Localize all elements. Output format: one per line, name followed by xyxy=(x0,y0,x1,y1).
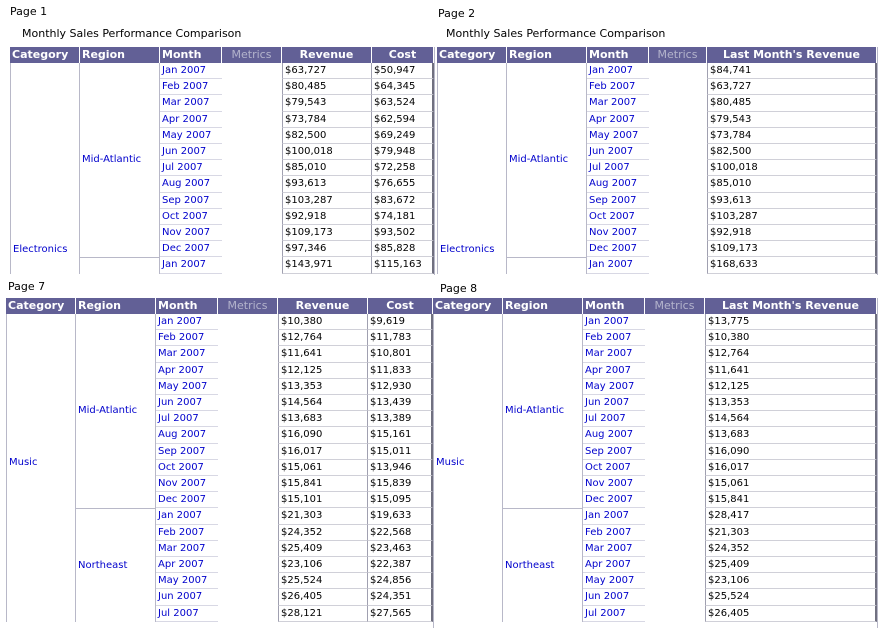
month-link[interactable]: Jan 2007 xyxy=(160,257,222,273)
month-link[interactable]: Mar 2007 xyxy=(583,541,645,557)
month-link[interactable]: Mar 2007 xyxy=(583,346,645,362)
category-link[interactable]: Music xyxy=(6,314,76,622)
cost-value: $115,163 xyxy=(372,257,434,273)
column-header-cost[interactable]: Cost xyxy=(372,47,434,63)
last-month-revenue-value: $13,353 xyxy=(705,395,877,411)
revenue-value: $10,380 xyxy=(278,314,368,330)
month-link[interactable]: Mar 2007 xyxy=(160,95,222,111)
page-label: Page 7 xyxy=(8,280,46,293)
month-link[interactable]: May 2007 xyxy=(156,573,218,589)
last-month-revenue-value: $10,380 xyxy=(705,330,877,346)
month-link[interactable]: Apr 2007 xyxy=(160,112,222,128)
column-header-region[interactable]: Region xyxy=(503,298,583,314)
last-month-revenue-value: $11,641 xyxy=(705,363,877,379)
region-link[interactable]: Mid-Atlantic xyxy=(507,63,587,257)
month-link[interactable]: Oct 2007 xyxy=(587,209,649,225)
cost-value: $23,463 xyxy=(368,541,433,557)
revenue-value: $103,287 xyxy=(282,193,372,209)
month-link[interactable]: Jun 2007 xyxy=(160,144,222,160)
last-month-revenue-value: $12,125 xyxy=(705,379,877,395)
month-link[interactable]: Dec 2007 xyxy=(156,492,218,508)
revenue-value: $23,106 xyxy=(278,557,368,573)
cost-value: $11,783 xyxy=(368,330,433,346)
last-month-revenue-value: $85,010 xyxy=(707,176,877,192)
column-header-category[interactable]: Category xyxy=(433,298,503,314)
cost-value: $24,351 xyxy=(368,589,433,605)
cost-value: $69,249 xyxy=(372,128,434,144)
month-link[interactable]: Apr 2007 xyxy=(583,363,645,379)
month-link[interactable]: Nov 2007 xyxy=(156,476,218,492)
column-header-category[interactable]: Category xyxy=(6,298,76,314)
column-header-metrics[interactable]: Metrics xyxy=(649,47,707,63)
month-link[interactable]: Feb 2007 xyxy=(587,79,649,95)
last-month-revenue-value: $15,061 xyxy=(705,476,877,492)
report-grid-page-7[interactable] xyxy=(6,298,434,628)
revenue-value: $12,125 xyxy=(278,363,368,379)
revenue-value: $13,353 xyxy=(278,379,368,395)
month-link[interactable]: Sep 2007 xyxy=(587,193,649,209)
month-link[interactable]: Jan 2007 xyxy=(587,257,649,273)
month-link[interactable]: Aug 2007 xyxy=(587,176,649,192)
last-month-revenue-value: $73,784 xyxy=(707,128,877,144)
cost-value: $11,833 xyxy=(368,363,433,379)
cost-value: $79,948 xyxy=(372,144,434,160)
month-link[interactable]: Jan 2007 xyxy=(583,314,645,330)
cost-value: $74,181 xyxy=(372,209,434,225)
column-header-cost[interactable]: Cost xyxy=(368,298,433,314)
last-month-revenue-value: $93,613 xyxy=(707,193,877,209)
month-link[interactable]: Mar 2007 xyxy=(587,95,649,111)
cost-value: $62,594 xyxy=(372,112,434,128)
region-link[interactable]: Mid-Atlantic xyxy=(76,314,156,508)
category-link[interactable]: Electronics xyxy=(437,63,507,274)
last-month-revenue-value: $12,764 xyxy=(705,346,877,362)
revenue-value: $14,564 xyxy=(278,395,368,411)
month-link[interactable]: Jan 2007 xyxy=(583,508,645,524)
cost-value: $12,930 xyxy=(368,379,433,395)
revenue-value: $11,641 xyxy=(278,346,368,362)
month-link[interactable]: Feb 2007 xyxy=(583,330,645,346)
month-link[interactable]: Mar 2007 xyxy=(156,541,218,557)
column-header-month[interactable]: Month xyxy=(587,47,649,63)
column-header-region[interactable]: Region xyxy=(507,47,587,63)
month-link[interactable]: Jun 2007 xyxy=(156,395,218,411)
last-month-revenue-value: $13,683 xyxy=(705,427,877,443)
region-link[interactable]: Mid-Atlantic xyxy=(80,63,160,257)
cost-value: $72,258 xyxy=(372,160,434,176)
last-month-revenue-value: $79,543 xyxy=(707,112,877,128)
month-link[interactable]: Jul 2007 xyxy=(583,606,645,622)
month-link[interactable]: Jul 2007 xyxy=(587,160,649,176)
revenue-value: $73,784 xyxy=(282,112,372,128)
report-title: Monthly Sales Performance Comparison xyxy=(446,27,666,40)
month-link[interactable]: Apr 2007 xyxy=(587,112,649,128)
month-link[interactable]: Jun 2007 xyxy=(583,589,645,605)
month-link[interactable]: May 2007 xyxy=(587,128,649,144)
last-month-revenue-value: $28,417 xyxy=(705,508,877,524)
cost-value: $13,389 xyxy=(368,411,433,427)
month-link[interactable]: Jan 2007 xyxy=(156,508,218,524)
revenue-value: $93,613 xyxy=(282,176,372,192)
report-grid-page-1[interactable] xyxy=(10,47,435,275)
page-label: Page 2 xyxy=(438,7,476,20)
month-link[interactable]: Jul 2007 xyxy=(583,411,645,427)
month-link[interactable]: Feb 2007 xyxy=(156,525,218,541)
revenue-value: $12,764 xyxy=(278,330,368,346)
revenue-value: $25,524 xyxy=(278,573,368,589)
month-link[interactable]: Oct 2007 xyxy=(160,209,222,225)
last-month-revenue-value: $63,727 xyxy=(707,79,877,95)
cost-value: $13,439 xyxy=(368,395,433,411)
revenue-value: $16,090 xyxy=(278,427,368,443)
report-grid-page-8[interactable] xyxy=(433,298,878,628)
revenue-value: $80,485 xyxy=(282,79,372,95)
month-link[interactable]: Jun 2007 xyxy=(583,395,645,411)
cost-value: $22,568 xyxy=(368,525,433,541)
column-header-region[interactable]: Region xyxy=(80,47,160,63)
revenue-value: $26,405 xyxy=(278,589,368,605)
cost-value: $63,524 xyxy=(372,95,434,111)
revenue-value: $21,303 xyxy=(278,508,368,524)
cost-value: $50,947 xyxy=(372,63,434,79)
last-month-revenue-value: $109,173 xyxy=(707,241,877,257)
month-link[interactable]: Feb 2007 xyxy=(156,330,218,346)
last-month-revenue-value: $23,106 xyxy=(705,573,877,589)
revenue-value: $92,918 xyxy=(282,209,372,225)
last-month-revenue-value: $21,303 xyxy=(705,525,877,541)
month-link[interactable]: Aug 2007 xyxy=(583,427,645,443)
column-header-last-month-s-revenue[interactable]: Last Month's Revenue xyxy=(707,47,877,63)
cost-value: $83,672 xyxy=(372,193,434,209)
column-header-month[interactable]: Month xyxy=(583,298,645,314)
month-link[interactable]: Apr 2007 xyxy=(156,557,218,573)
revenue-value: $24,352 xyxy=(278,525,368,541)
cost-value: $10,801 xyxy=(368,346,433,362)
last-month-revenue-value: $103,287 xyxy=(707,209,877,225)
month-link[interactable]: Aug 2007 xyxy=(160,176,222,192)
cost-value: $93,502 xyxy=(372,225,434,241)
revenue-value: $25,409 xyxy=(278,541,368,557)
cost-value: $64,345 xyxy=(372,79,434,95)
month-link[interactable]: Oct 2007 xyxy=(156,460,218,476)
revenue-value: $100,018 xyxy=(282,144,372,160)
month-link[interactable]: Jul 2007 xyxy=(160,160,222,176)
last-month-revenue-value: $16,017 xyxy=(705,460,877,476)
report-title: Monthly Sales Performance Comparison xyxy=(22,27,242,40)
column-header-revenue[interactable]: Revenue xyxy=(282,47,372,63)
month-link[interactable]: Aug 2007 xyxy=(156,427,218,443)
cost-value: $85,828 xyxy=(372,241,434,257)
last-month-revenue-value: $15,841 xyxy=(705,492,877,508)
cost-value: $15,095 xyxy=(368,492,433,508)
revenue-value: $16,017 xyxy=(278,444,368,460)
month-link[interactable]: Nov 2007 xyxy=(160,225,222,241)
month-link[interactable]: Sep 2007 xyxy=(583,444,645,460)
cost-value: $19,633 xyxy=(368,508,433,524)
cost-value: $27,565 xyxy=(368,606,433,622)
cost-value: $9,619 xyxy=(368,314,433,330)
column-header-region[interactable]: Region xyxy=(76,298,156,314)
revenue-value: $28,121 xyxy=(278,606,368,622)
month-link[interactable]: Nov 2007 xyxy=(587,225,649,241)
region-link[interactable] xyxy=(80,257,160,273)
month-link[interactable]: Nov 2007 xyxy=(583,476,645,492)
last-month-revenue-value: $100,018 xyxy=(707,160,877,176)
month-link[interactable]: Jul 2007 xyxy=(156,606,218,622)
column-header-metrics[interactable]: Metrics xyxy=(645,298,705,314)
category-link[interactable]: Electronics xyxy=(10,63,80,274)
cost-value: $13,946 xyxy=(368,460,433,476)
month-link[interactable]: Sep 2007 xyxy=(160,193,222,209)
revenue-value: $82,500 xyxy=(282,128,372,144)
column-header-month[interactable]: Month xyxy=(160,47,222,63)
month-link[interactable]: Mar 2007 xyxy=(156,346,218,362)
month-link[interactable]: Jul 2007 xyxy=(156,411,218,427)
month-link[interactable]: May 2007 xyxy=(583,379,645,395)
month-link[interactable]: Feb 2007 xyxy=(160,79,222,95)
revenue-value: $15,101 xyxy=(278,492,368,508)
month-link[interactable]: Jan 2007 xyxy=(156,314,218,330)
month-link[interactable]: Jan 2007 xyxy=(587,63,649,79)
column-header-month[interactable]: Month xyxy=(156,298,218,314)
last-month-revenue-value: $13,775 xyxy=(705,314,877,330)
cost-value: $15,839 xyxy=(368,476,433,492)
cost-value: $76,655 xyxy=(372,176,434,192)
last-month-revenue-value: $25,524 xyxy=(705,589,877,605)
last-month-revenue-value: $26,405 xyxy=(705,606,877,622)
page-label: Page 1 xyxy=(10,5,48,18)
last-month-revenue-value: $82,500 xyxy=(707,144,877,160)
month-link[interactable]: Jun 2007 xyxy=(156,589,218,605)
column-header-category[interactable]: Category xyxy=(437,47,507,63)
month-link[interactable]: Sep 2007 xyxy=(156,444,218,460)
cost-value: $15,161 xyxy=(368,427,433,443)
region-link[interactable]: Northeast xyxy=(503,508,583,621)
category-link[interactable]: Music xyxy=(433,314,503,622)
revenue-value: $15,841 xyxy=(278,476,368,492)
last-month-revenue-value: $84,741 xyxy=(707,63,877,79)
last-month-revenue-value: $14,564 xyxy=(705,411,877,427)
last-month-revenue-value: $92,918 xyxy=(707,225,877,241)
column-header-revenue[interactable]: Revenue xyxy=(278,298,368,314)
region-link[interactable]: Mid-Atlantic xyxy=(503,314,583,508)
month-link[interactable]: Jun 2007 xyxy=(587,144,649,160)
month-link[interactable]: Apr 2007 xyxy=(156,363,218,379)
report-grid-page-2[interactable] xyxy=(437,47,878,275)
column-header-metrics[interactable]: Metrics xyxy=(222,47,282,63)
region-link[interactable] xyxy=(507,257,587,273)
month-link[interactable]: May 2007 xyxy=(583,573,645,589)
revenue-value: $97,346 xyxy=(282,241,372,257)
month-link[interactable]: Apr 2007 xyxy=(583,557,645,573)
column-header-last-month-s-revenue[interactable]: Last Month's Revenue xyxy=(705,298,877,314)
column-header-metrics[interactable]: Metrics xyxy=(218,298,278,314)
month-link[interactable]: Dec 2007 xyxy=(587,241,649,257)
region-link[interactable]: Northeast xyxy=(76,508,156,621)
column-header-category[interactable]: Category xyxy=(10,47,80,63)
month-link[interactable]: May 2007 xyxy=(156,379,218,395)
month-link[interactable]: Feb 2007 xyxy=(583,525,645,541)
last-month-revenue-value: $80,485 xyxy=(707,95,877,111)
last-month-revenue-value: $24,352 xyxy=(705,541,877,557)
revenue-value: $13,683 xyxy=(278,411,368,427)
revenue-value: $15,061 xyxy=(278,460,368,476)
cost-value: $15,011 xyxy=(368,444,433,460)
page-label: Page 8 xyxy=(440,282,478,295)
month-link[interactable]: May 2007 xyxy=(160,128,222,144)
last-month-revenue-value: $16,090 xyxy=(705,444,877,460)
revenue-value: $63,727 xyxy=(282,63,372,79)
month-link[interactable]: Dec 2007 xyxy=(583,492,645,508)
cost-value: $22,387 xyxy=(368,557,433,573)
cost-value: $24,856 xyxy=(368,573,433,589)
month-link[interactable]: Jan 2007 xyxy=(160,63,222,79)
revenue-value: $85,010 xyxy=(282,160,372,176)
last-month-revenue-value: $25,409 xyxy=(705,557,877,573)
revenue-value: $79,543 xyxy=(282,95,372,111)
revenue-value: $109,173 xyxy=(282,225,372,241)
month-link[interactable]: Oct 2007 xyxy=(583,460,645,476)
revenue-value: $143,971 xyxy=(282,257,372,273)
month-link[interactable]: Dec 2007 xyxy=(160,241,222,257)
last-month-revenue-value: $168,633 xyxy=(707,257,877,273)
